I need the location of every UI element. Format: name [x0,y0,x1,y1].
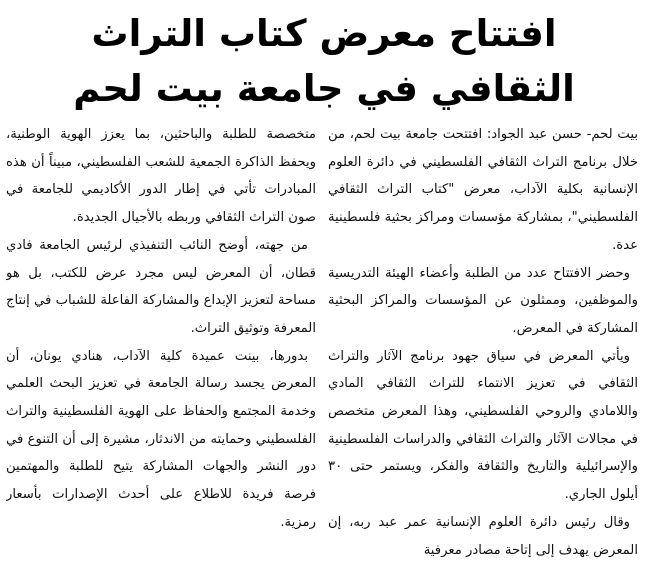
article-column-left [6,121,316,566]
paragraph: وقال رئيس دائرة العلوم الإنسانية عمر عبد ربه، إن المعرض يهدف إلى إتاحة مصادر معرفية [328,514,638,558]
paragraph: بدورها، بينت عميدة كلية الآداب، هنادي يونان، أن المعرض يجسد رسالة الجامعة في تعزيز البحث العلمي وخدمة المجتمع والحفاظ على الهوية الفلسطينية والتراث الفلسطيني وحمايته من الاندثار، مشيرة إلى أن التنوع في دور النشر والجهات المشاركة يتيح للطلبة والمهتمين فرصة فريدة للاطلاع على أحدث الإصدارات بأسعار رمزية. [6,348,316,530]
paragraph: وحضر الافتتاح عدد من الطلبة وأعضاء الهيئة التدريسية والموظفين، وممثلون عن المؤسسات والمراكز البحثية المشاركة في المعرض. [328,265,638,336]
paragraph-intro: بيت لحم- حسن عبد الجواد: افتتحت جامعة بيت لحم، من خلال برنامج التراث الثقافي الفلسطيني في دائرة العلوم الإنسانية بكلية الآداب، معرض "كتاب التراث الثقافي الفلسطيني"، بمشاركة مؤسسات ومراكز بحثية فلسطينية عدة. [328,127,638,253]
paragraph-continued: متخصصة للطلبة والباحثين، بما يعزز الهوية الوطنية، ويحفظ الذاكرة الجمعية للشعب الفلسطيني، مبيناً أن هذه المبادرات تأتي في إطار الدور الأكاديمي للجامعة في صون التراث الثقافي وربطه بالأجيال الجديدة. [6,127,316,226]
headline-line-2: الثقافي في جامعة بيت لحم [73,67,575,110]
paragraph: ويأتي المعرض في سياق جهود برنامج الآثار والتراث الثقافي في تعزيز الانتماء للتراث الثقافي المادي واللامادي والروحي الفلسطيني، وهذا المعرض متخصص في مجالات الآثار والتراث الثقافي والدراسات الفلسطينية والإسرائيلية والتاريخ والثقافة والفكر، ويستمر حتى ٣٠ أيلول الجاري. [328,348,638,503]
headline [0,6,648,116]
article-column-right [328,121,638,566]
paragraph: من جهته، أوضح النائب التنفيذي لرئيس الجامعة فادي قطان، أن المعرض ليس مجرد عرض للكتب، بل هو مساحة لتعزيز الإبداع والمشاركة الفاعلة للشباب في إنتاج المعرفة وتوثيق التراث. [6,237,316,336]
headline-line-1: افتتاح معرض كتاب التراث [91,12,557,55]
